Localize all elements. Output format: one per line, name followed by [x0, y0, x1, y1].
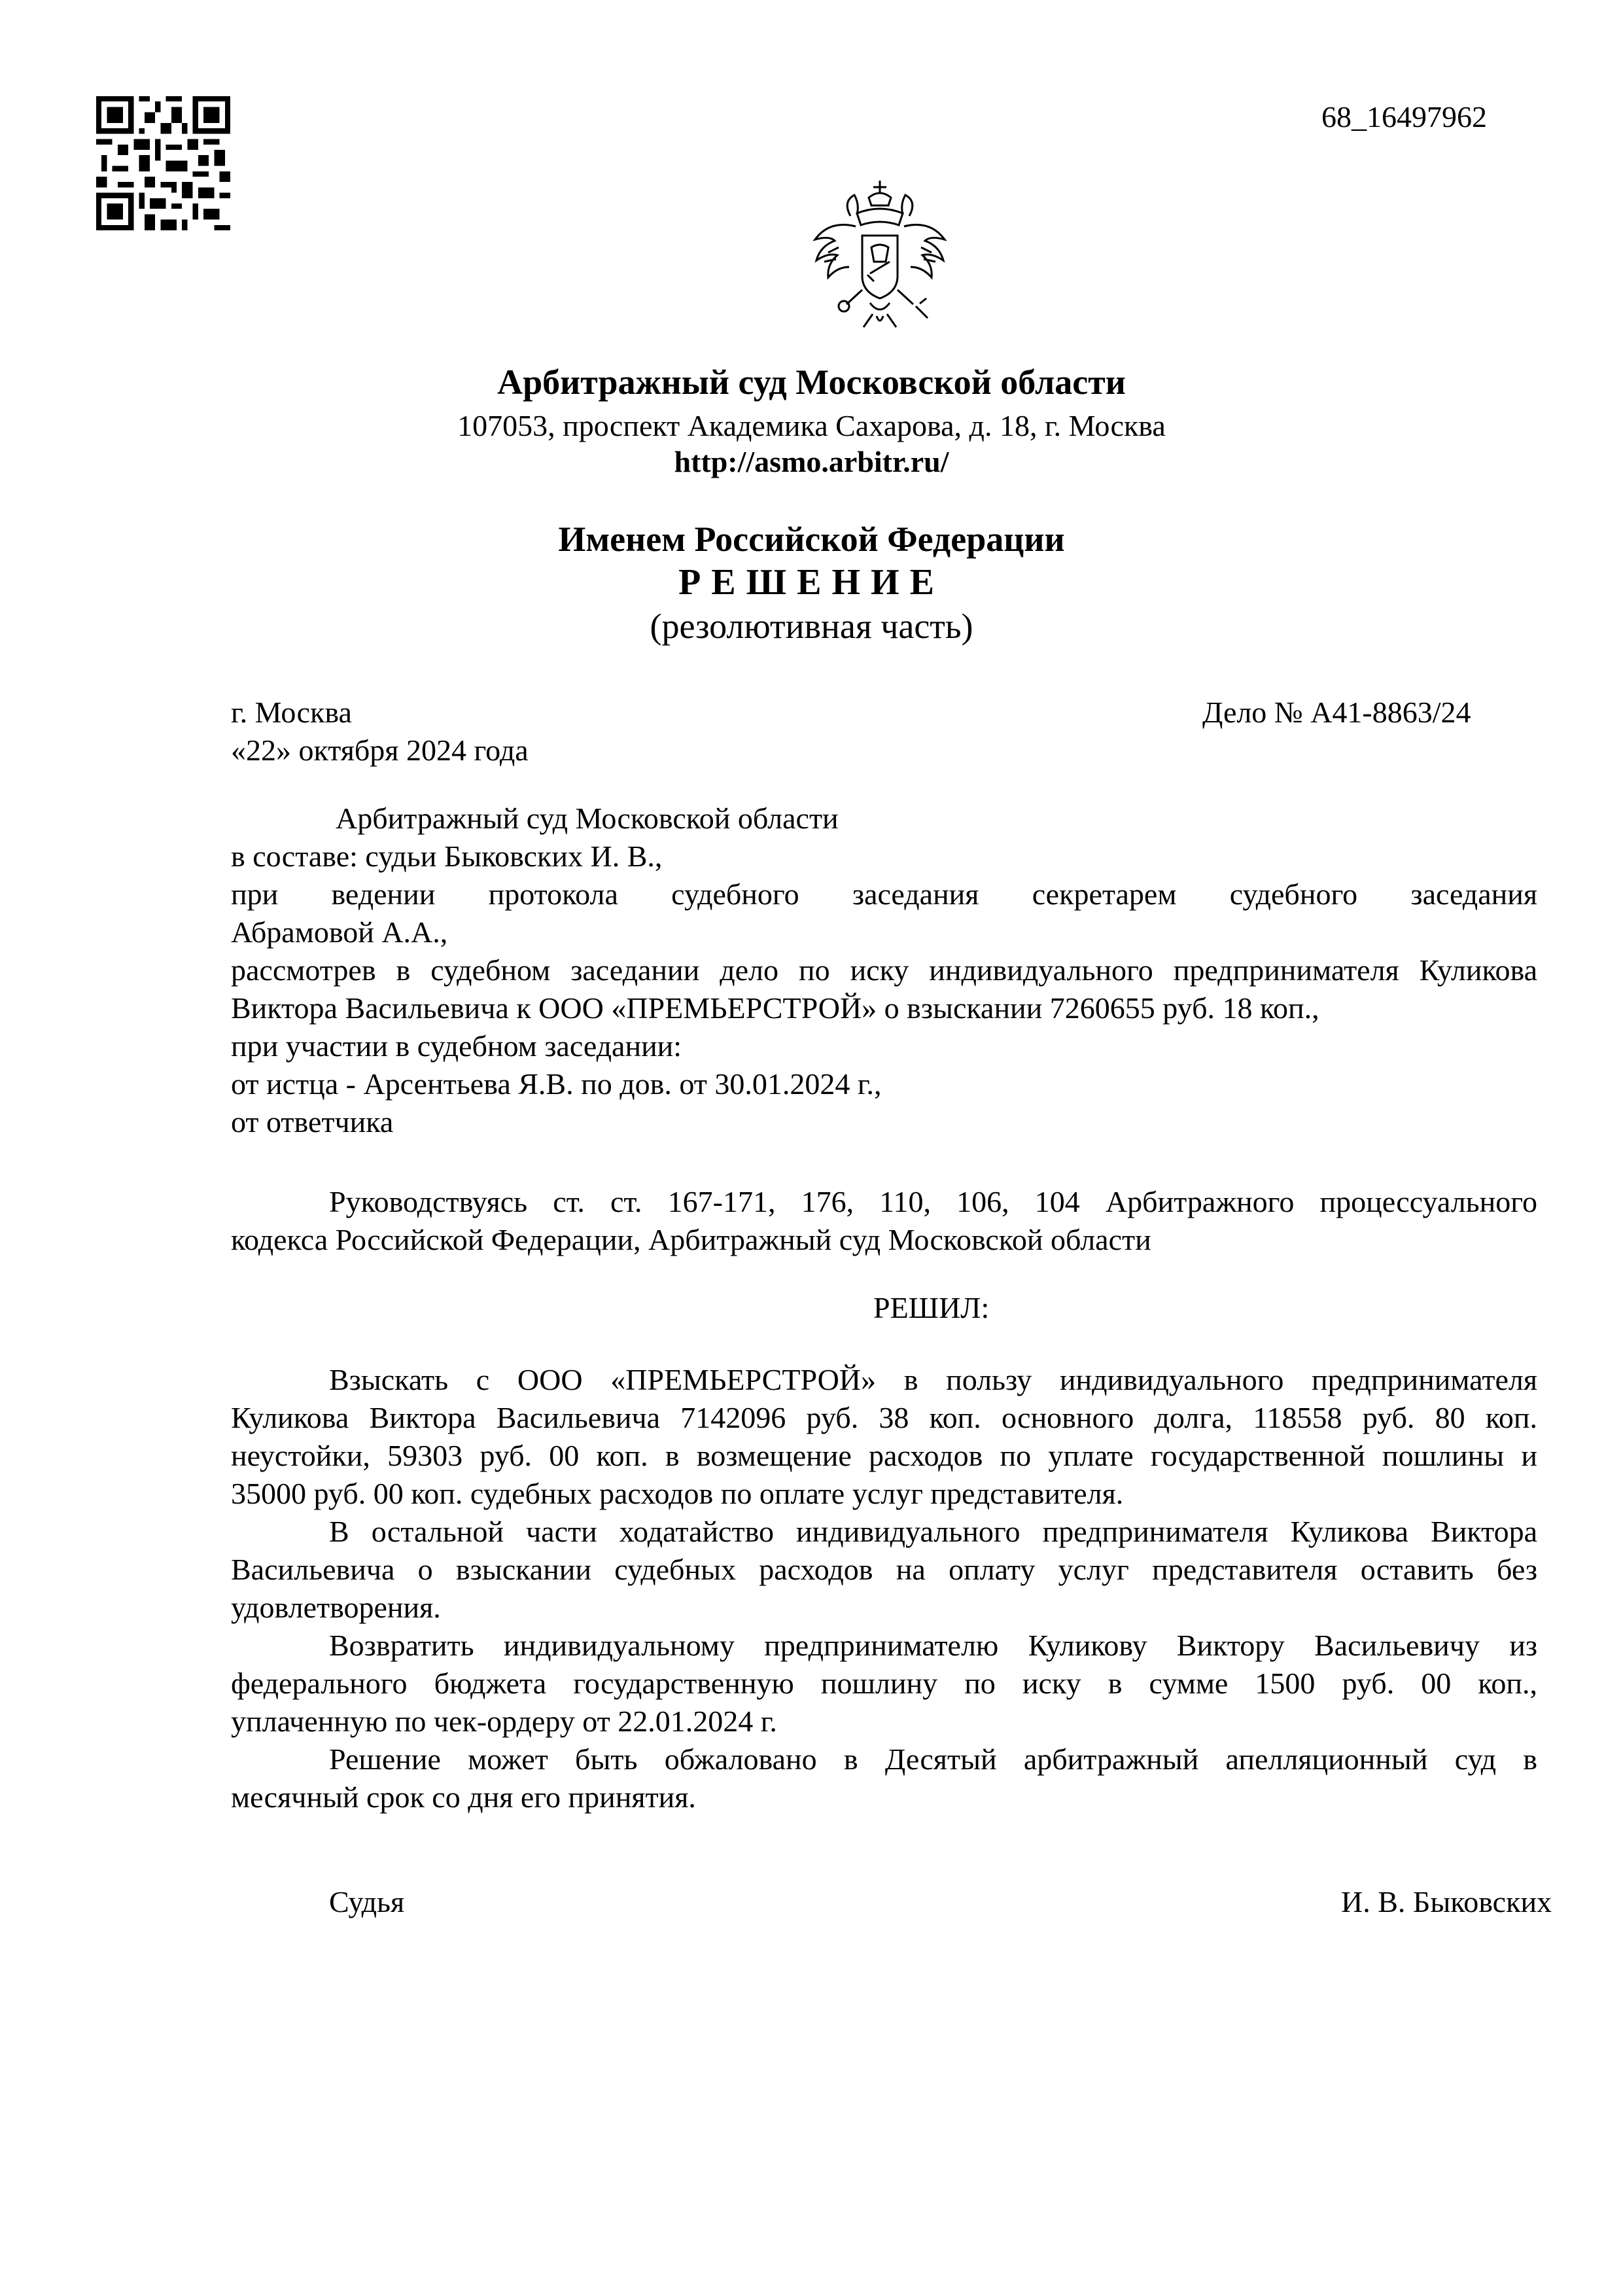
- intro-line: в составе: судьи Быковских И. В.,: [231, 839, 663, 873]
- intro-section: [231, 800, 1537, 1141]
- intro-line: рассмотрев в судебном заседании дело по иску индивидуального предпринимателя Куликова: [231, 953, 1537, 987]
- resolution-line: месячный срок со дня его принятия.: [231, 1780, 696, 1814]
- resolution-line: Васильевича о взыскании судебных расходов на оплату услуг представителя оставить без: [231, 1553, 1537, 1586]
- resolution-section: [231, 1361, 1537, 1816]
- court-website-link[interactable]: http://asmo.arbitr.ru/: [674, 445, 949, 478]
- in-name-heading: Именем Российской Федерации: [558, 520, 1065, 559]
- guided-section: [231, 1183, 1537, 1259]
- document-id: 68_16497962: [1321, 100, 1487, 133]
- resolution-line: Возвратить индивидуальному предпринимателю Куликову Виктору Васильевичу из: [329, 1629, 1537, 1662]
- case-number: Дело № А41-8863/24: [1202, 696, 1471, 729]
- guided-line: Руководствуясь ст. ст. 167-171, 176, 110, 106, 104 Арбитражного процессуального: [329, 1185, 1537, 1218]
- judge-role-label: Судья: [329, 1885, 405, 1918]
- intro-line: Арбитражный суд Московской области: [336, 802, 839, 835]
- document-type-heading: РЕШЕНИЕ: [678, 562, 945, 603]
- intro-line: от истца - Арсентьева Я.В. по дов. от 30.01.2024 г.,: [231, 1067, 882, 1101]
- resolution-line: федерального бюджета государственную пошлину по иску в сумме 1500 руб. 00 коп.,: [231, 1667, 1537, 1700]
- resolution-line: Куликова Виктора Васильевича 7142096 руб. 38 коп. основного долга, 118558 руб. 80 коп.: [231, 1401, 1537, 1434]
- coat-of-arms-icon: [805, 175, 955, 336]
- intro-line: Виктора Васильевича к ООО «ПРЕМЬЕРСТРОЙ» о взыскании 7260655 руб. 18 коп.,: [231, 991, 1319, 1025]
- intro-line: Абрамовой А.А.,: [231, 915, 448, 949]
- intro-line: при ведении протокола судебного заседания секретарем судебного заседания: [231, 877, 1537, 911]
- document-subtype: (резолютивная часть): [650, 607, 973, 646]
- intro-line: при участии в судебном заседании:: [231, 1029, 682, 1063]
- qr-code-icon: [96, 96, 230, 230]
- intro-line: от ответчика: [231, 1105, 394, 1139]
- resolution-line: неустойки, 59303 руб. 00 коп. в возмещение расходов по уплате государственной пошлины и: [231, 1439, 1537, 1472]
- resolution-line: Решение может быть обжаловано в Десятый арбитражный апелляционный суд в: [329, 1742, 1537, 1776]
- guided-line: кодекса Российской Федерации, Арбитражный суд Московской области: [231, 1223, 1151, 1256]
- resolution-line: уплаченную по чек-ордеру от 22.01.2024 г.: [231, 1704, 777, 1738]
- court-address: 107053, проспект Академика Сахарова, д. 18, г. Москва: [457, 409, 1166, 442]
- judge-name: И. В. Быковских: [1341, 1885, 1552, 1918]
- decision-date: «22» октября 2024 года: [231, 733, 529, 767]
- resolution-line: 35000 руб. 00 коп. судебных расходов по оплате услуг представителя.: [231, 1477, 1124, 1510]
- resolution-line: удовлетворения.: [231, 1591, 441, 1624]
- resolution-line: В остальной части ходатайство индивидуального предпринимателя Куликова Виктора: [329, 1515, 1537, 1548]
- resolution-line: Взыскать с ООО «ПРЕМЬЕРСТРОЙ» в пользу индивидуального предпринимателя: [329, 1363, 1537, 1396]
- city: г. Москва: [231, 696, 352, 729]
- decided-heading: РЕШИЛ:: [873, 1291, 990, 1324]
- court-name: Арбитражный суд Московской области: [497, 362, 1126, 402]
